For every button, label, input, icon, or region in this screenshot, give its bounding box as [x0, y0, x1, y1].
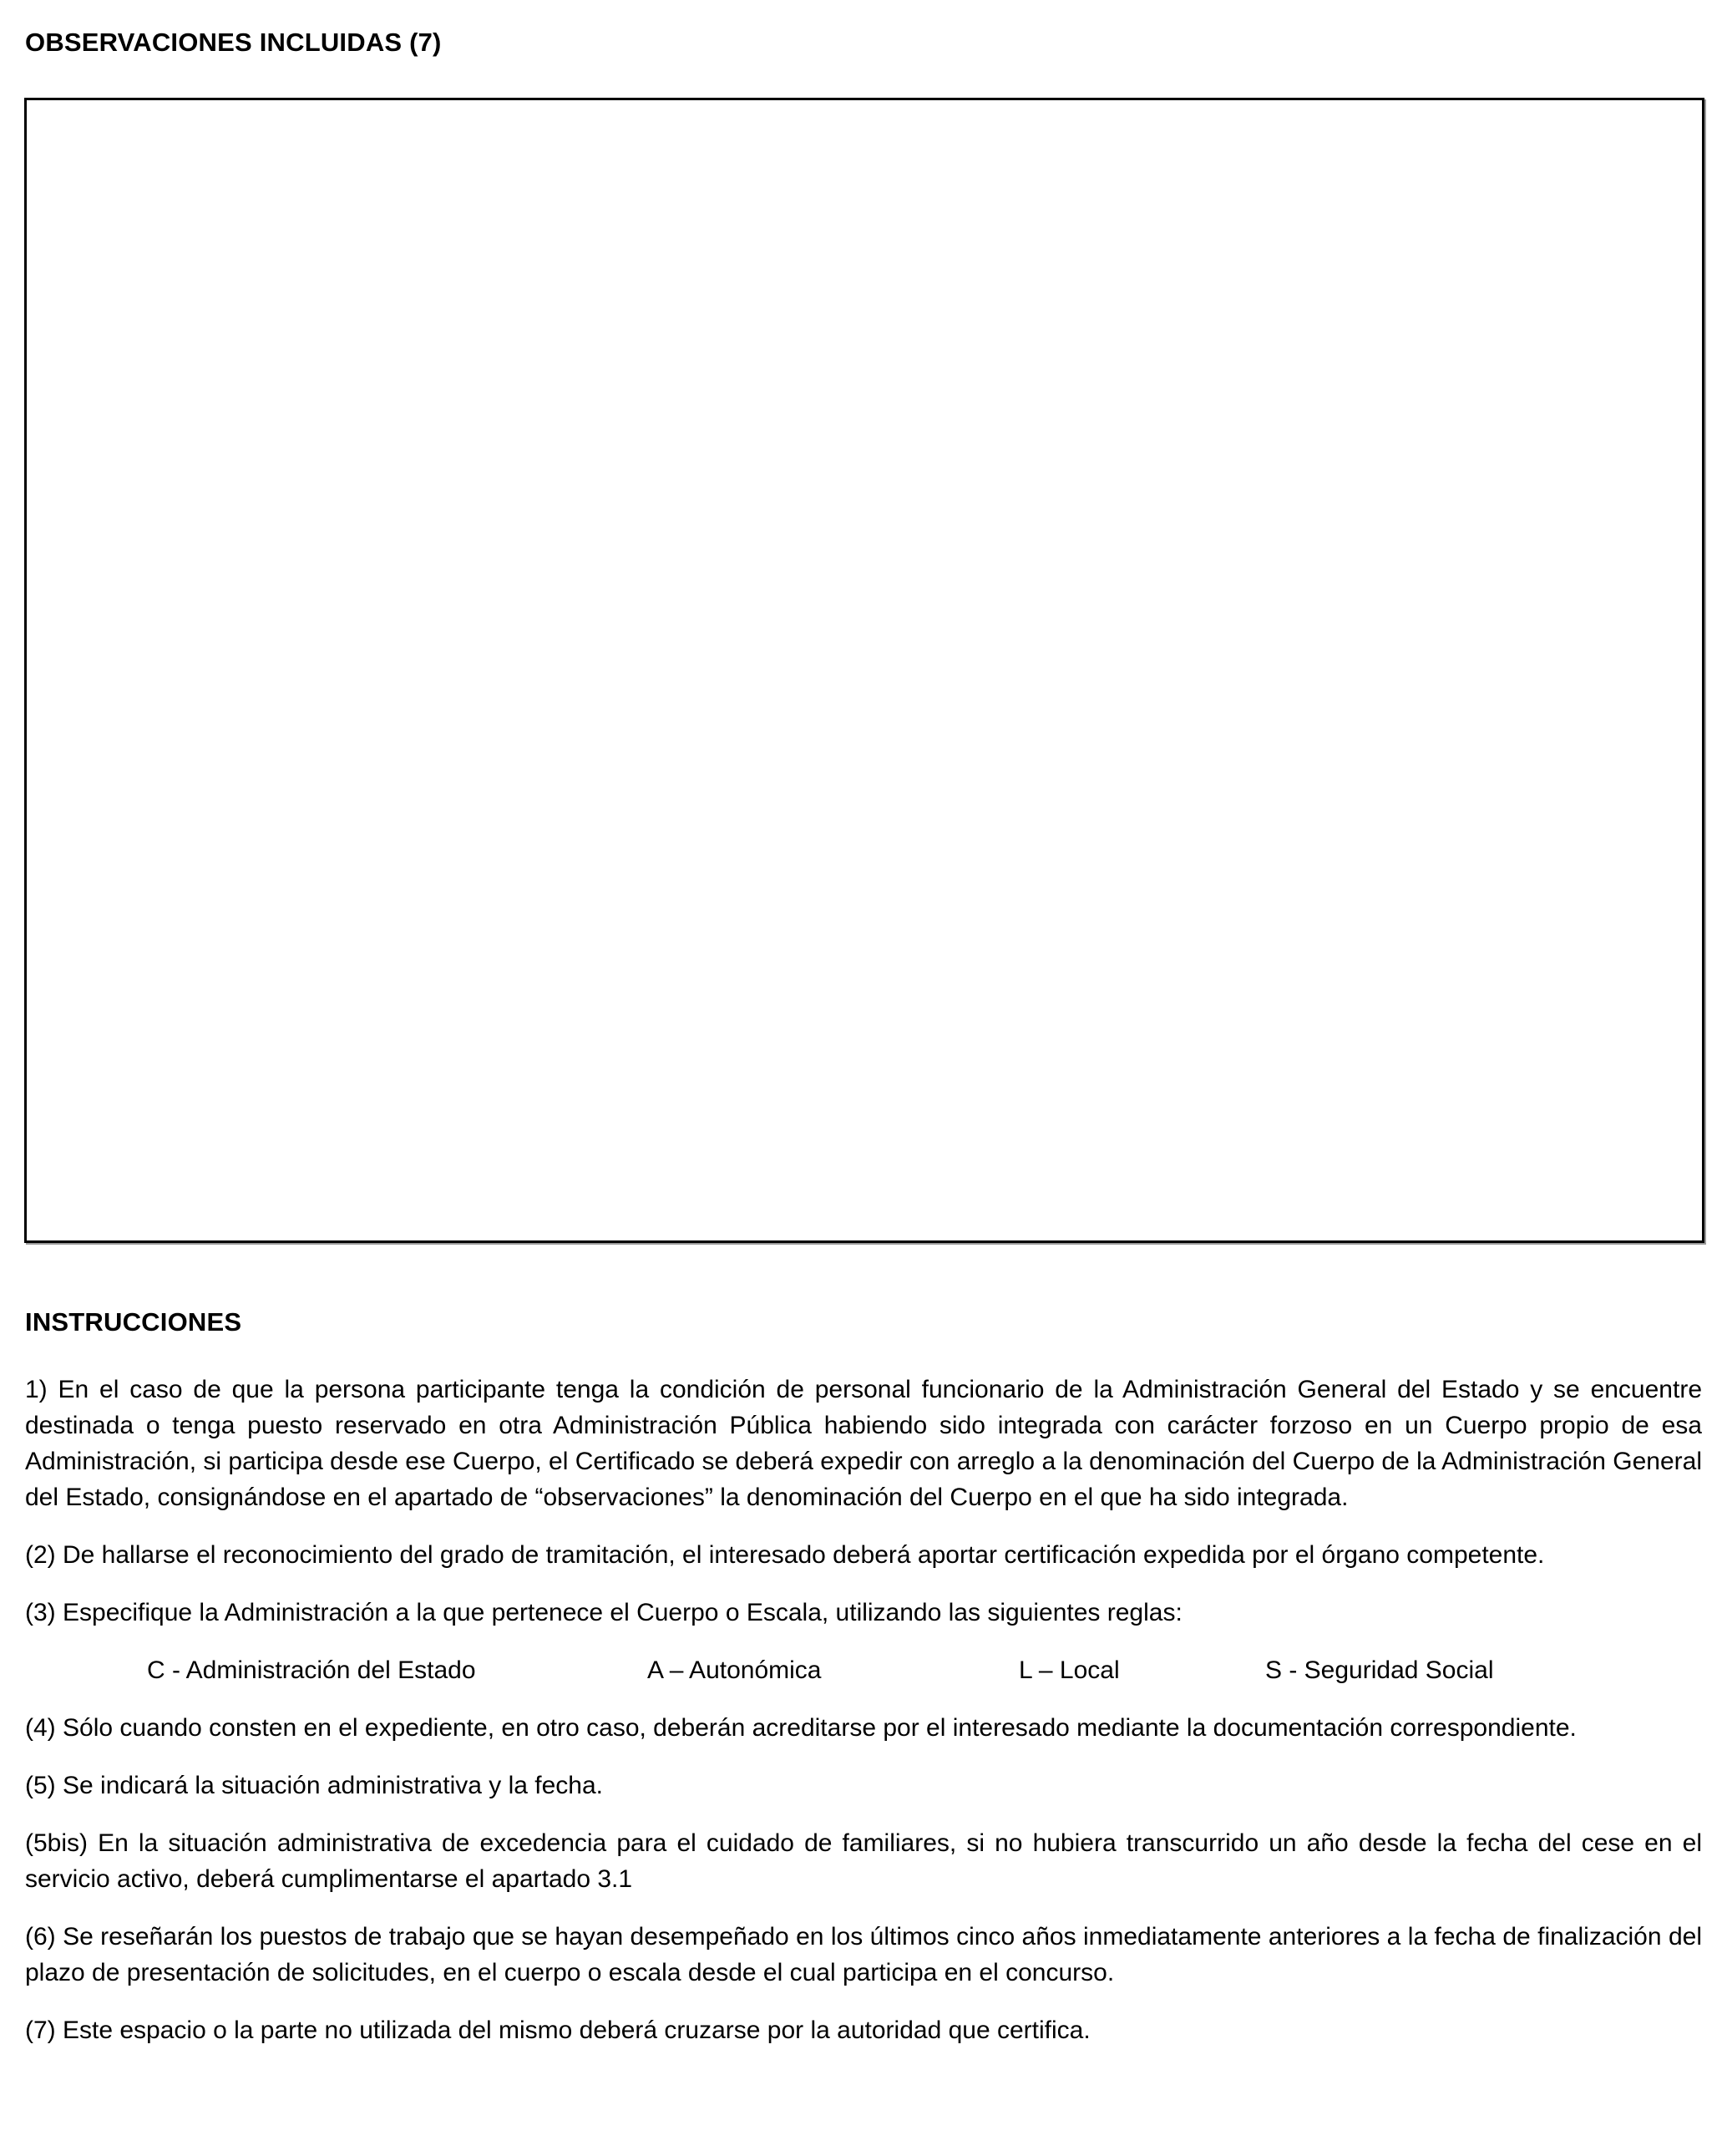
instruction-7: (7) Este espacio o la parte no utilizada del mismo deberá cruzarse por la autoridad que certifica.	[25, 2016, 1091, 2044]
instruction-4: (4) Sólo cuando consten en el expediente, en otro caso, deberán acreditarse por el interesado mediante la documentación correspondiente.	[25, 1714, 1577, 1742]
rule-l-local: L – Local	[1019, 1656, 1120, 1684]
instructions-heading: INSTRUCCIONES	[25, 1307, 242, 1337]
rule-c-estado: C - Administración del Estado	[147, 1656, 476, 1684]
instruction-6: (6) Se reseñarán los puestos de trabajo que se hayan desempeñado en los últimos cinco años inmediatamente anteriores a la fecha de finalización del plazo de presentación de solicitudes, en el cuerpo o escala desde el cual participa en el concurso.	[25, 1923, 1702, 1986]
observations-heading: OBSERVACIONES INCLUIDAS (7)	[25, 28, 442, 57]
instruction-2: (2) De hallarse el reconocimiento del grado de tramitación, el interesado deberá aportar certificación expedida por el órgano competente.	[25, 1541, 1545, 1569]
instruction-1: 1) En el caso de que la persona participante tenga la condición de personal funcionario de la Administración General del Estado y se encuentre destinada o tenga puesto reservado en otra Administración Pública habiendo sido integrada con carácter forzoso en un Cuerpo propio de esa Administración, si participa desde ese Cuerpo, el Certificado se deberá expedir con arreglo a la denominación del Cuerpo de la Administración General del Estado, consignándose en el apartado de “observaciones” la denominación del Cuerpo en el que ha sido integrada.	[25, 1376, 1702, 1511]
rule-a-autonomica: A – Autonómica	[647, 1656, 822, 1684]
observations-box[interactable]	[24, 98, 1704, 1243]
administration-rules	[25, 1652, 1702, 1688]
instruction-5bis: (5bis) En la situación administrativa de excedencia para el cuidado de familiares, si no hubiera transcurrido un año desde la fecha del cese en el servicio activo, deberá cumplimentarse el apartado 3.1	[25, 1829, 1702, 1893]
instruction-3: (3) Especifique la Administración a la que pertenece el Cuerpo o Escala, utilizando las siguientes reglas:	[25, 1599, 1183, 1626]
instructions-list	[25, 1372, 1702, 2070]
instruction-5: (5) Se indicará la situación administrativa y la fecha.	[25, 1772, 603, 1799]
rule-s-seguridad-social: S - Seguridad Social	[1265, 1656, 1494, 1684]
